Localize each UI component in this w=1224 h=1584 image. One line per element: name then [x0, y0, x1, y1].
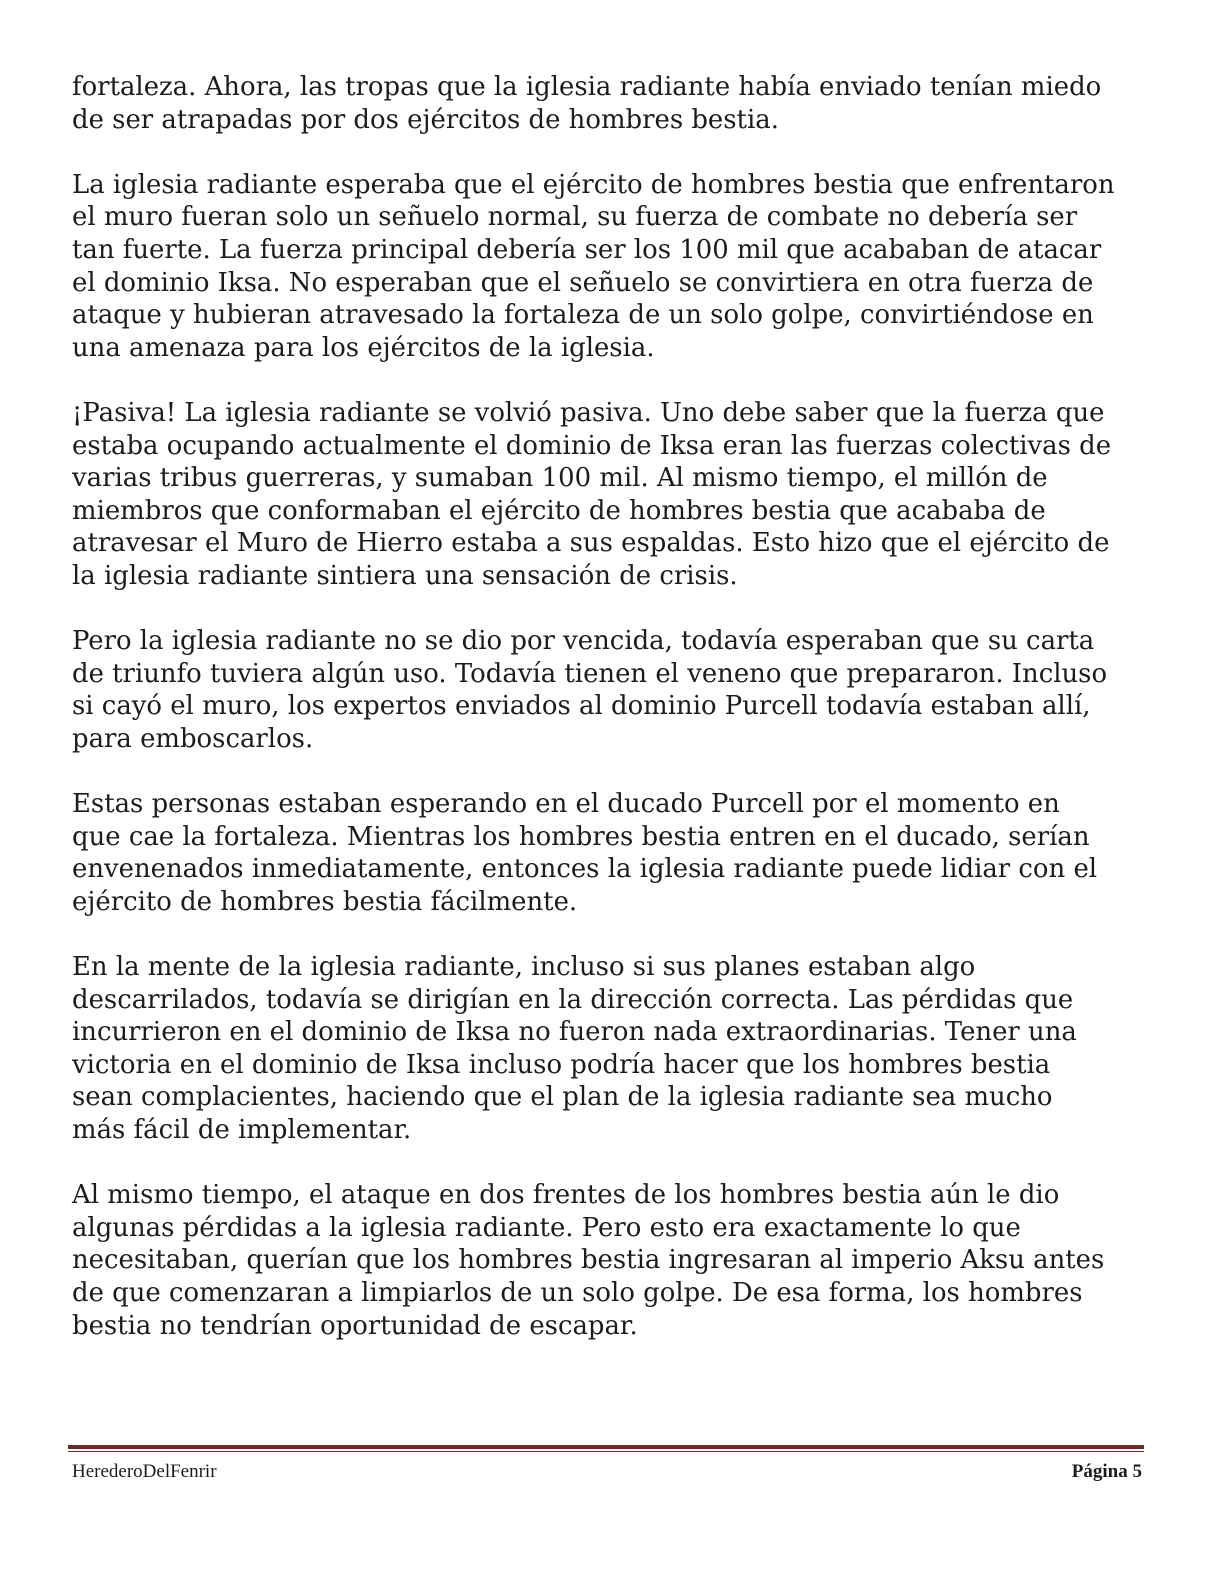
text-line: ejército de hombres bestia fácilmente. — [72, 886, 578, 917]
paragraph — [72, 951, 1152, 1147]
text-line: de ser atrapadas por dos ejércitos de hombres bestia. — [72, 104, 779, 135]
paragraph — [72, 71, 1152, 136]
text-line: si cayó el muro, los expertos enviados al dominio Purcell todavía estaban allí, — [72, 691, 1091, 722]
text-line: el muro fueran solo un señuelo normal, su fuerza de combate no debería ser — [72, 202, 1078, 233]
text-line: estaba ocupando actualmente el dominio de Iksa eran las fuerzas colectivas de — [72, 430, 1112, 461]
body-text — [72, 71, 1152, 1375]
text-line: La iglesia radiante esperaba que el ejército de hombres bestia que enfrentaron — [72, 169, 1115, 200]
text-line: varias tribus guerreras, y sumaban 100 mil. Al mismo tiempo, el millón de — [72, 463, 1048, 494]
text-line: tan fuerte. La fuerza principal debería ser los 100 mil que acababan de atacar — [72, 234, 1102, 265]
footer-author: HerederoDelFenrir — [72, 1461, 217, 1482]
footer-divider-thin — [68, 1451, 1144, 1452]
text-line: ataque y hubieran atravesado la fortaleza de un solo golpe, convirtiéndose en — [72, 300, 1094, 331]
text-line: una amenaza para los ejércitos de la iglesia. — [72, 332, 655, 363]
text-line: más fácil de implementar. — [72, 1115, 412, 1145]
text-line: algunas pérdidas a la iglesia radiante. Pero esto era exactamente lo que — [72, 1212, 1021, 1243]
text-line: el dominio Iksa. No esperaban que el señuelo se convirtiera en otra fuerza de — [72, 267, 1094, 298]
text-line: sean complacientes, haciendo que el plan de la iglesia radiante sea mucho — [72, 1082, 1053, 1113]
text-line: atravesar el Muro de Hierro estaba a sus espaldas. Esto hizo que el ejército de — [72, 528, 1110, 559]
text-line: victoria en el dominio de Iksa incluso podría hacer que los hombres bestia — [72, 1049, 1051, 1080]
text-line: envenenados inmediatamente, entonces la iglesia radiante puede lidiar con el — [72, 854, 1098, 885]
text-line: necesitaban, querían que los hombres bestia ingresaran al imperio Aksu antes — [72, 1245, 1105, 1276]
text-line: descarrilados, todavía se dirigían en la dirección correcta. Las pérdidas que — [72, 984, 1074, 1015]
paragraph — [72, 625, 1152, 755]
text-line: de que comenzaran a limpiarlos de un solo golpe. De esa forma, los hombres — [72, 1277, 1083, 1308]
paragraph — [72, 169, 1152, 365]
footer-page-number: Página 5 — [1071, 1461, 1142, 1482]
text-line: la iglesia radiante sintiera una sensación de crisis. — [72, 560, 738, 591]
text-line: Al mismo tiempo, el ataque en dos frentes de los hombres bestia aún le dio — [72, 1180, 1060, 1211]
text-line: fortaleza. Ahora, las tropas que la iglesia radiante había enviado tenían miedo — [72, 72, 1102, 102]
paragraph — [72, 397, 1152, 593]
text-line: Estas personas estaban esperando en el ducado Purcell por el momento en — [72, 789, 1060, 820]
text-line: que cae la fortaleza. Mientras los hombres bestia entren en el ducado, serían — [72, 821, 1090, 852]
text-line: miembros que conformaban el ejército de hombres bestia que acababa de — [72, 495, 1046, 526]
text-line: bestia no tendrían oportunidad de escapar. — [72, 1310, 638, 1341]
footer-divider — [68, 1445, 1144, 1452]
text-line: de triunfo tuviera algún uso. Todavía tienen el veneno que prepararon. Incluso — [72, 658, 1108, 689]
text-line: Pero la iglesia radiante no se dio por vencida, todavía esperaban que su carta — [72, 626, 1095, 657]
text-line: En la mente de la iglesia radiante, incluso si sus planes estaban algo — [72, 952, 976, 983]
text-line: incurrieron en el dominio de Iksa no fueron nada extraordinarias. Tener una — [72, 1017, 1077, 1048]
text-line: ¡Pasiva! La iglesia radiante se volvió pasiva. Uno debe saber que la fuerza que — [72, 397, 1105, 428]
paragraph — [72, 788, 1152, 918]
paragraph — [72, 1179, 1152, 1342]
footer-divider-thick — [68, 1445, 1144, 1449]
text-line: para emboscarlos. — [72, 723, 314, 754]
